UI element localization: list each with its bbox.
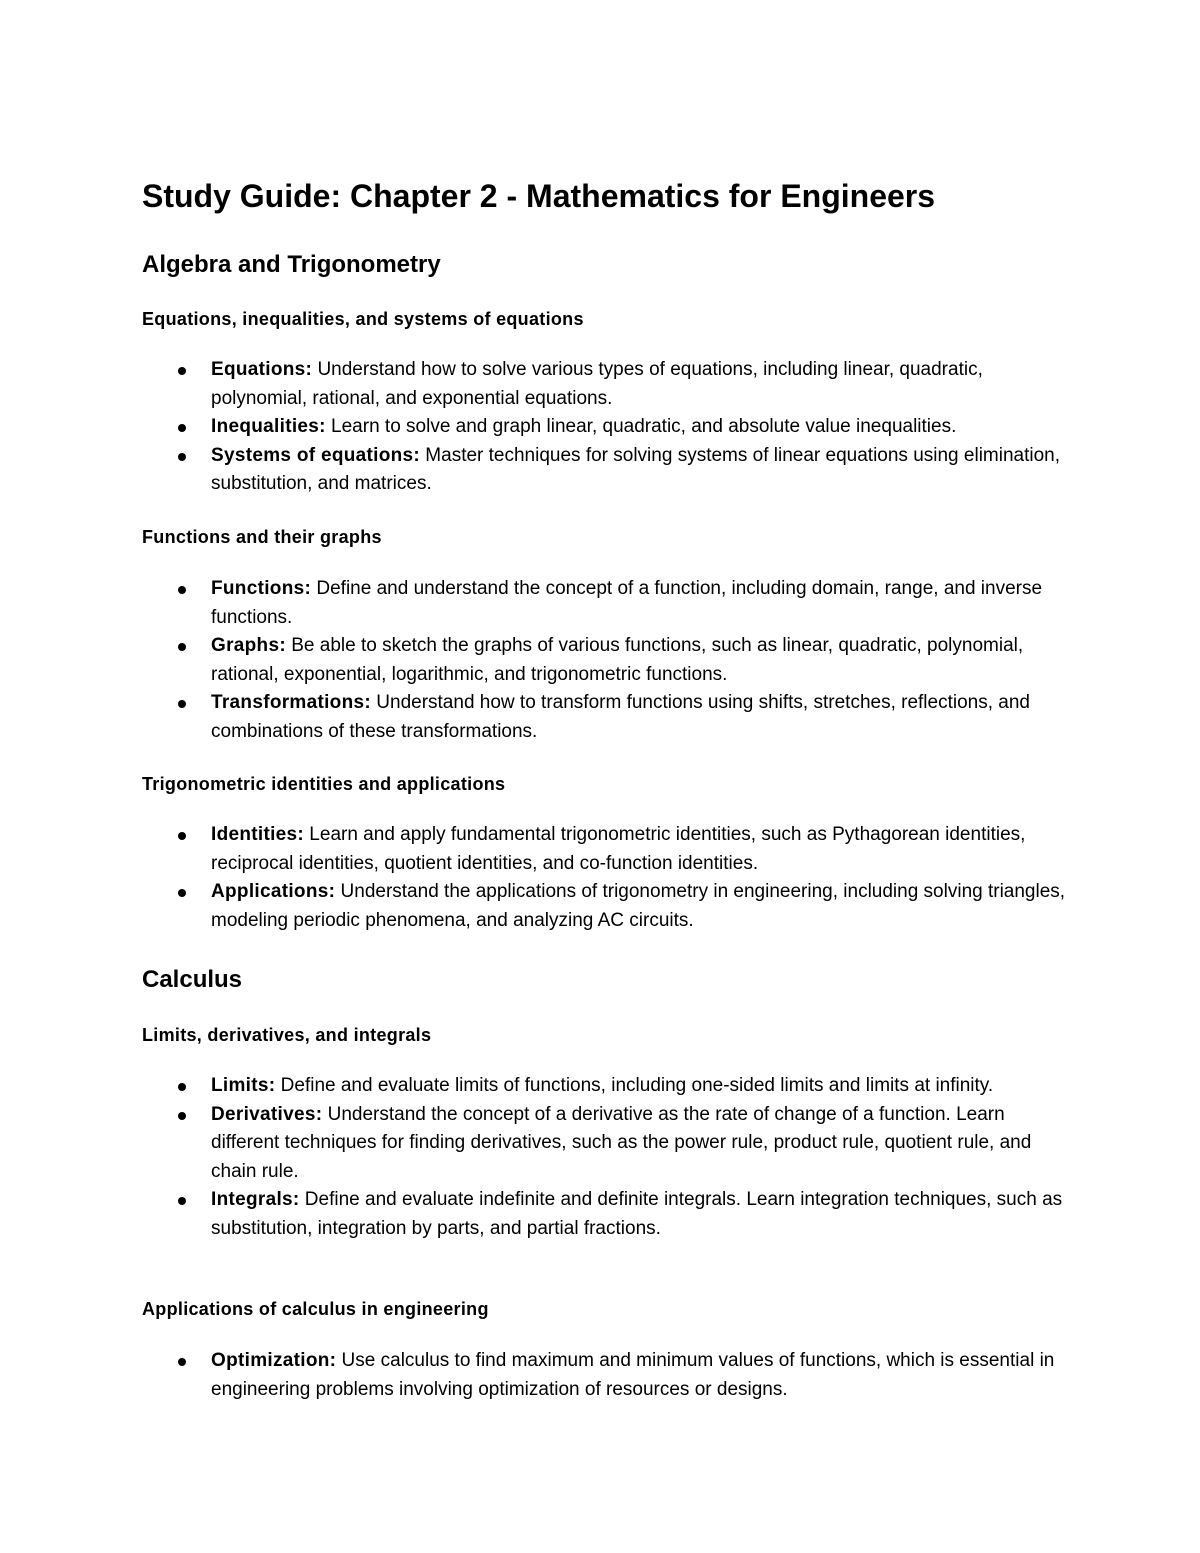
section-algebra-trigonometry <box>142 250 1082 280</box>
bullet-icon <box>178 1083 186 1091</box>
list-item <box>142 1186 1071 1243</box>
list-item <box>142 632 1071 689</box>
item-term: Derivatives: <box>211 1103 323 1125</box>
item-text: Understand the concept of a derivative as the rate of change of a function. Learn different techniques for finding derivatives, such as the power rule, product rule, quotient rule, and chain rule. <box>211 1103 1032 1182</box>
list-item <box>142 413 1071 442</box>
item-text: Master techniques for solving systems of linear equations using elimination, substitution, and matrices. <box>211 444 1061 494</box>
bullet-list <box>142 1072 1082 1243</box>
bullet-list <box>142 1347 1082 1404</box>
item-term: Optimization: <box>211 1350 337 1371</box>
item-text: Understand how to transform functions using shifts, stretches, reflections, and combinations of these transformations. <box>211 692 1030 742</box>
list-item <box>142 1347 1071 1404</box>
bullet-icon <box>178 643 186 651</box>
list-item <box>142 1072 1071 1101</box>
bullet-icon <box>178 586 186 594</box>
list-item <box>142 442 1071 499</box>
bullet-list <box>142 575 1082 746</box>
list-item <box>142 356 1071 413</box>
subsection-heading: Trigonometric identities and applications <box>142 774 506 794</box>
item-text: Understand how to solve various types of equations, including linear, quadratic, polynomial, rational, and exponential equations. <box>211 359 983 409</box>
page-title: Study Guide: Chapter 2 - Mathematics for Engineers <box>142 178 936 214</box>
item-term: Integrals: <box>211 1189 300 1210</box>
bullet-list <box>142 356 1082 499</box>
item-term: Functions: <box>211 578 312 599</box>
item-term: Equations: <box>211 359 313 380</box>
bullet-list <box>142 821 1082 935</box>
subsection-heading: Limits, derivatives, and integrals <box>142 1025 432 1045</box>
list-item <box>142 575 1071 632</box>
bullet-icon <box>178 700 186 708</box>
item-text: Understand the applications of trigonometry in engineering, including solving triangles, modeling periodic phenomena, and analyzing AC circuits. <box>211 881 1066 931</box>
item-text: Define and evaluate indefinite and definite integrals. Learn integration techniques, such as substitution, integration by parts, and partial fractions. <box>211 1189 1063 1239</box>
item-text: Use calculus to find maximum and minimum values of functions, which is essential in engineering problems involving optimization of resources or designs. <box>211 1350 1055 1400</box>
subsection-trigonometric <box>142 772 1082 796</box>
item-text: Learn to solve and graph linear, quadratic, and absolute value inequalities. <box>325 416 957 437</box>
item-term: Graphs: <box>211 635 286 656</box>
list-item <box>142 1101 1071 1187</box>
bullet-icon <box>178 832 186 840</box>
subsection-heading: Applications of calculus in engineering <box>142 1299 489 1319</box>
subsection-limits <box>142 1023 1082 1047</box>
item-term: Identities: <box>211 824 305 845</box>
section-calculus <box>142 965 1082 995</box>
subsection-equations <box>142 307 1082 331</box>
subsection-applications-calculus <box>142 1297 1082 1321</box>
item-term: Limits: <box>211 1075 276 1096</box>
bullet-icon <box>178 1112 186 1120</box>
bullet-icon <box>178 1358 186 1366</box>
bullet-icon <box>178 424 186 432</box>
list-item <box>142 689 1071 746</box>
list-item <box>142 878 1071 935</box>
item-text: Define and understand the concept of a function, including domain, range, and inverse functions. <box>211 578 1043 628</box>
item-text: Learn and apply fundamental trigonometric identities, such as Pythagorean identities, reciprocal identities, quotient identities, and co-function identities. <box>211 824 1026 874</box>
section-heading: Algebra and Trigonometry <box>142 251 441 278</box>
item-term: Systems of equations: <box>211 444 421 466</box>
bullet-icon <box>178 889 186 897</box>
subsection-heading: Equations, inequalities, and systems of equations <box>142 309 584 329</box>
bullet-icon <box>178 453 186 461</box>
item-term: Inequalities: <box>211 416 326 437</box>
item-text: Define and evaluate limits of functions, including one-sided limits and limits at infinity. <box>275 1075 994 1096</box>
list-item <box>142 821 1071 878</box>
subsection-heading: Functions and their graphs <box>142 527 382 547</box>
subsection-functions <box>142 525 1082 549</box>
item-term: Applications: <box>211 881 336 902</box>
section-heading: Calculus <box>142 966 243 993</box>
item-term: Transformations: <box>211 692 371 713</box>
item-text: Be able to sketch the graphs of various functions, such as linear, quadratic, polynomial, rational, exponential, logarithmic, and trigonometric functions. <box>211 635 1024 685</box>
bullet-icon <box>178 367 186 375</box>
bullet-icon <box>178 1197 186 1205</box>
